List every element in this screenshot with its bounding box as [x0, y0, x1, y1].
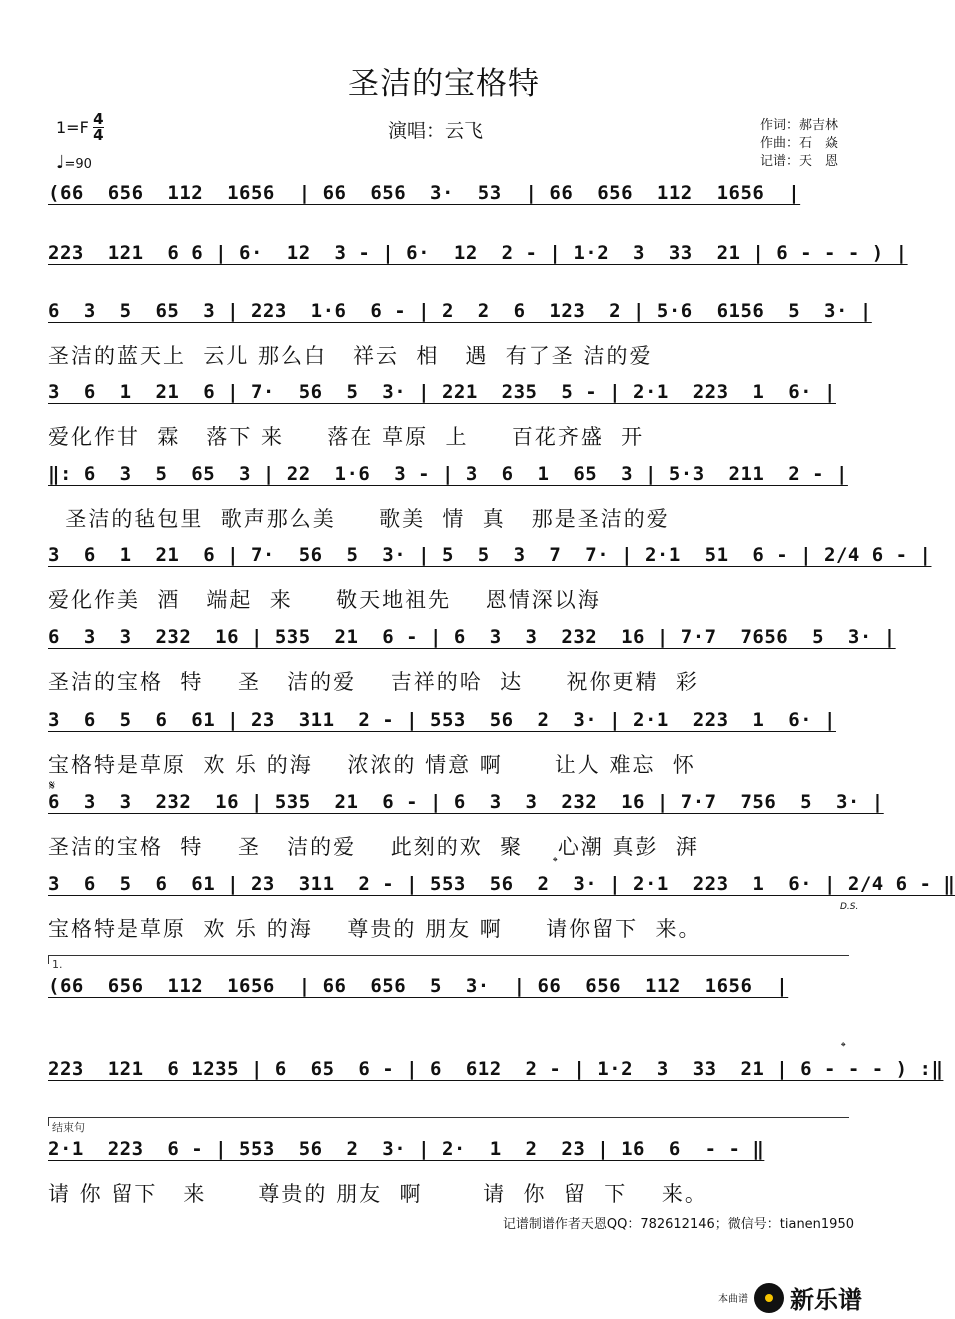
lyric-line: 圣洁的宝格 特 圣 洁的爱 此刻的欢 聚 心潮 真彭 湃	[48, 835, 699, 859]
score-row	[48, 300, 872, 378]
notation-line: 3 6 1 21 6 | 7· 56 5 3· | 5 5 3 7 7· | 2·1 51 6 - | 2/4 6 - |	[48, 544, 932, 566]
lyric-line: 圣洁的蓝天上 云儿 那么白 祥云 相 遇 有了圣 洁的爱	[48, 344, 653, 368]
composer: 作曲：石 焱	[760, 136, 839, 151]
time-signature	[93, 112, 104, 143]
song-title: 圣洁的宝格特	[348, 66, 540, 102]
lyric-line: 请 你 留下 来 尊贵的 朋友 啊 请 你 留 下 来。	[48, 1182, 708, 1206]
lyric-line: 宝格特是草原 欢 乐 的海 浓浓的 情意 啊 让人 难忘 怀	[48, 753, 696, 777]
score-row	[48, 463, 858, 541]
notation-line: 2·1 223 6 - | 553 56 2 3· | 2· 1 2 23 | 16 6 - - ‖	[48, 1138, 765, 1160]
credits	[760, 117, 838, 171]
singer: 演唱：云飞	[388, 120, 484, 142]
volta-bracket	[48, 955, 849, 964]
key-signature	[56, 112, 104, 143]
score-row	[48, 626, 896, 704]
score-row	[48, 709, 858, 787]
notation-line: (66 656 112 1656 | 66 656 5 3· | 66 656 112 1656 |	[48, 975, 789, 997]
lyric-line: 宝格特是草原 欢 乐 的海 尊贵的 朋友 啊 请你留下 来。	[48, 917, 702, 941]
coda-icon: 𝄌	[841, 1040, 846, 1055]
volta-label: 1.	[52, 958, 63, 971]
time-top: 4	[93, 110, 104, 128]
ending-label: 结束句	[52, 1121, 85, 1134]
tempo-value: =90	[64, 157, 92, 172]
score-row	[48, 975, 858, 1053]
notation-line: 6 3 5 65 3 | 223 1·6 6 - | 2 2 6 123 2 | 5·6 6156 5 3· |	[48, 300, 872, 322]
logo-prefix: 本曲谱	[718, 1294, 748, 1305]
time-bottom: 4	[93, 126, 104, 144]
key-label: 1=F	[56, 118, 89, 137]
notation-line: ‖: 6 3 5 65 3 | 22 1·6 3 - | 3 6 1 65 3 | 5·3 211 2 - |	[48, 463, 848, 485]
lyric-line: 圣洁的毡包里 歌声那么美 歌美 情 真 那是圣洁的爱	[48, 507, 670, 531]
score-row	[48, 1138, 858, 1216]
score-row	[48, 873, 955, 951]
notation-line: 223 121 6 6 | 6· 12 3 - | 6· 12 2 - | 1·2 3 33 21 | 6 - - - ) |	[48, 242, 908, 264]
score-row	[48, 544, 932, 622]
music-disc-icon	[754, 1283, 784, 1313]
ds-mark: D.S.	[840, 902, 859, 912]
lyric-line: 爱化作美 酒 端起 来 敬天地祖先 恩情深以海	[48, 588, 601, 612]
notation-line: 3 6 5 6 61 | 23 311 2 - | 553 56 2 3· | 2·1 223 1 6· | 2/4 6 - ‖	[48, 873, 955, 895]
transcriber: 记谱：天 恩	[760, 154, 839, 169]
lyricist: 作词：郝吉林	[760, 118, 839, 133]
tempo-marking	[56, 152, 92, 173]
lyric-line: 爱化作甘 霖 落下 来 落在 草原 上 百花齐盛 开	[48, 425, 645, 449]
notation-line: 6 3 3 232 16 | 535 21 6 - | 6 3 3 232 16 | 7·7 7656 5 3· |	[48, 626, 896, 648]
score-row	[48, 381, 858, 459]
notation-line: (66 656 112 1656 | 66 656 3· 53 | 66 656 112 1656 |	[48, 182, 801, 204]
notation-line: 6 3 3 232 16 | 535 21 6 - | 6 3 3 232 16 | 7·7 756 5 3· |	[48, 791, 884, 813]
score-row	[48, 791, 884, 869]
site-logo[interactable]	[718, 1280, 862, 1315]
logo-brand: 新乐谱	[790, 1286, 862, 1314]
notation-line: 223 121 6 1235 | 6 65 6 - | 6 612 2 - | 1·2 3 33 21 | 6 - - - ) :‖	[48, 1058, 944, 1080]
notation-line: 3 6 5 6 61 | 23 311 2 - | 553 56 2 3· | 2·1 223 1 6· |	[48, 709, 836, 731]
notation-line: 3 6 1 21 6 | 7· 56 5 3· | 221 235 5 - | 2·1 223 1 6· |	[48, 381, 836, 403]
quarter-note-icon: ♩	[56, 152, 65, 173]
lyric-line: 圣洁的宝格 特 圣 洁的爱 吉祥的哈 达 祝你更精 彩	[48, 670, 699, 694]
ending-bracket	[48, 1117, 849, 1126]
coda-icon: 𝄌	[553, 855, 558, 870]
segno-icon: 𝄋	[49, 778, 56, 794]
footer-credit: 记谱制谱作者天恩QQ：782612146；微信号：tianen1950	[502, 1217, 854, 1232]
